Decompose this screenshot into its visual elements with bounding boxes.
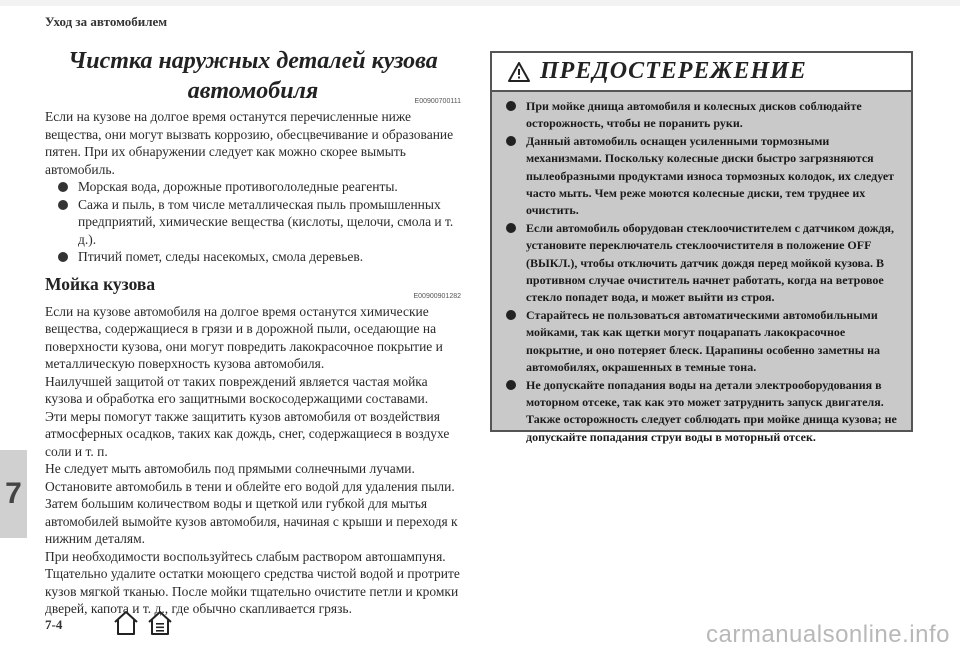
bullet-icon <box>506 101 516 111</box>
page-title: Чистка наружных деталей кузова автомобиля <box>68 48 438 104</box>
list-item <box>58 248 461 266</box>
wash-section-code: E00900901282 <box>413 292 461 300</box>
chapter-tab <box>0 450 27 538</box>
warning-item-text: При мойке днища автомобиля и колесных дисков соблюдайте осторожность, чтобы не поранить руки. <box>526 99 862 131</box>
warning-title: ПРЕДОСТЕРЕЖЕНИЕ <box>540 58 807 84</box>
warning-item-text: Если автомобиль оборудован стеклоочистителем с датчиком дождя, установите переключатель стеклоочистителя в положение OFF (ВЫКЛ.), чтобы отключить датчик дождя перед мойкой кузова. В противном случае очиститель начнет работать, когда на ветровое стекло попадет вода, и может выйти из строя. <box>526 220 894 305</box>
warning-header <box>492 53 911 92</box>
warning-item-text: Не допускайте попадания воды на детали электрооборудования в моторном отсеке, так как это может затруднить запуск двигателя. Также осторожность следует соблюдать при мойке днища кузова; не допускайте попадания струи воды в моторный отсек. <box>526 377 897 444</box>
wash-paragraph: При необходимости воспользуйтесь слабым раствором автошампуня. <box>45 548 446 564</box>
top-rule <box>0 0 960 6</box>
warning-item <box>506 377 901 447</box>
warning-item <box>506 98 901 133</box>
bullet-icon <box>58 182 68 192</box>
bullet-icon <box>58 252 68 262</box>
wash-paragraph: Наилучшей защитой от таких повреждений является частая мойка кузова и обработка его защитными воскосодержащими составами. <box>45 373 429 406</box>
nav-icons <box>112 609 174 637</box>
home-icon[interactable] <box>112 609 140 637</box>
list-item <box>58 196 461 249</box>
toc-icon[interactable] <box>146 609 174 637</box>
warning-item-text: Данный автомобиль оснащен усиленными тормозными механизмами. Поскольку колесные диски быстро загрязняются пылеобразными продуктами износа тормозных колодок, их следует часто мыть. Чем реже моются колесные диски, тем труднее их очистить. <box>526 133 895 218</box>
wash-paragraph: Тщательно удалите остатки моющего средства чистой водой и протрите кузов мягкой тканью. После мойки тщательно очистите петли и кромки дверей, капота и т. д., где обычно скапливается грязь. <box>45 566 460 616</box>
warning-item <box>506 307 901 377</box>
left-column <box>45 46 461 618</box>
bullet-icon <box>506 380 516 390</box>
wash-paragraph: Если на кузове автомобиля на долгое время останутся химические вещества, содержащиеся в грязи и в дорожной пыли, оседающие на поверхности кузова, они могут повредить лакокрасочное покрытие и металлическую поверхность кузова автомобиля. <box>45 303 443 371</box>
list-item-text: Морская вода, дорожные противогололедные реагенты. <box>78 179 398 194</box>
warning-list <box>492 92 911 446</box>
wash-section-title: Мойка кузова <box>45 273 156 294</box>
wash-paragraph: Остановите автомобиль в тени и облейте его водой для удаления пыли. Затем большим количеством воды и щеткой или губкой для мытья автомобилей вымойте кузов автомобиля, начиная с крыши и переходя к нижним деталям. <box>45 478 458 546</box>
intro-paragraph: Если на кузове на долгое время останутся перечисленные ниже вещества, они могут вызвать коррозию, обесцвечивание и образование пятен. При их обнаружении следует как можно скорее вымыть автомобиль. <box>45 109 454 177</box>
bullet-icon <box>506 310 516 320</box>
watermark: carmanualsonline.info <box>706 621 950 648</box>
warning-item-text: Старайтесь не пользоваться автоматическими автомобильными мойками, так как щетки могут поцарапать лакокрасочное покрытие, и оно потеряет блеск. Царапины особенно заметны на автомобилях, окрашенных в темные тона. <box>526 307 881 375</box>
bullet-icon <box>506 136 516 146</box>
warning-item <box>506 133 901 220</box>
section-code: E00900700111 <box>414 98 461 105</box>
section-header: Уход за автомобилем <box>45 14 168 29</box>
bullet-icon <box>506 223 516 233</box>
contaminant-list <box>45 178 461 266</box>
chapter-number: 7 <box>5 477 22 510</box>
list-item-text: Птичий помет, следы насекомых, смола деревьев. <box>78 249 364 264</box>
warning-triangle-icon <box>508 62 530 82</box>
bullet-icon <box>58 200 68 210</box>
warning-box <box>490 51 913 444</box>
wash-paragraph: Эти меры помогут также защитить кузов автомобиля от воздействия атмосферных осадков, таких как дождь, снег, содержащиеся в воздухе соли и т. п. <box>45 408 450 459</box>
page-number: 7-4 <box>45 617 63 632</box>
wash-paragraph: Не следует мыть автомобиль под прямыми солнечными лучами. <box>45 461 415 476</box>
list-item <box>58 178 461 196</box>
list-item-text: Сажа и пыль, в том числе металлическая пыль промышленных предприятий, химические вещества (кислоты, щелочи, смола и т. д.). <box>78 196 454 247</box>
warning-item <box>506 220 901 307</box>
